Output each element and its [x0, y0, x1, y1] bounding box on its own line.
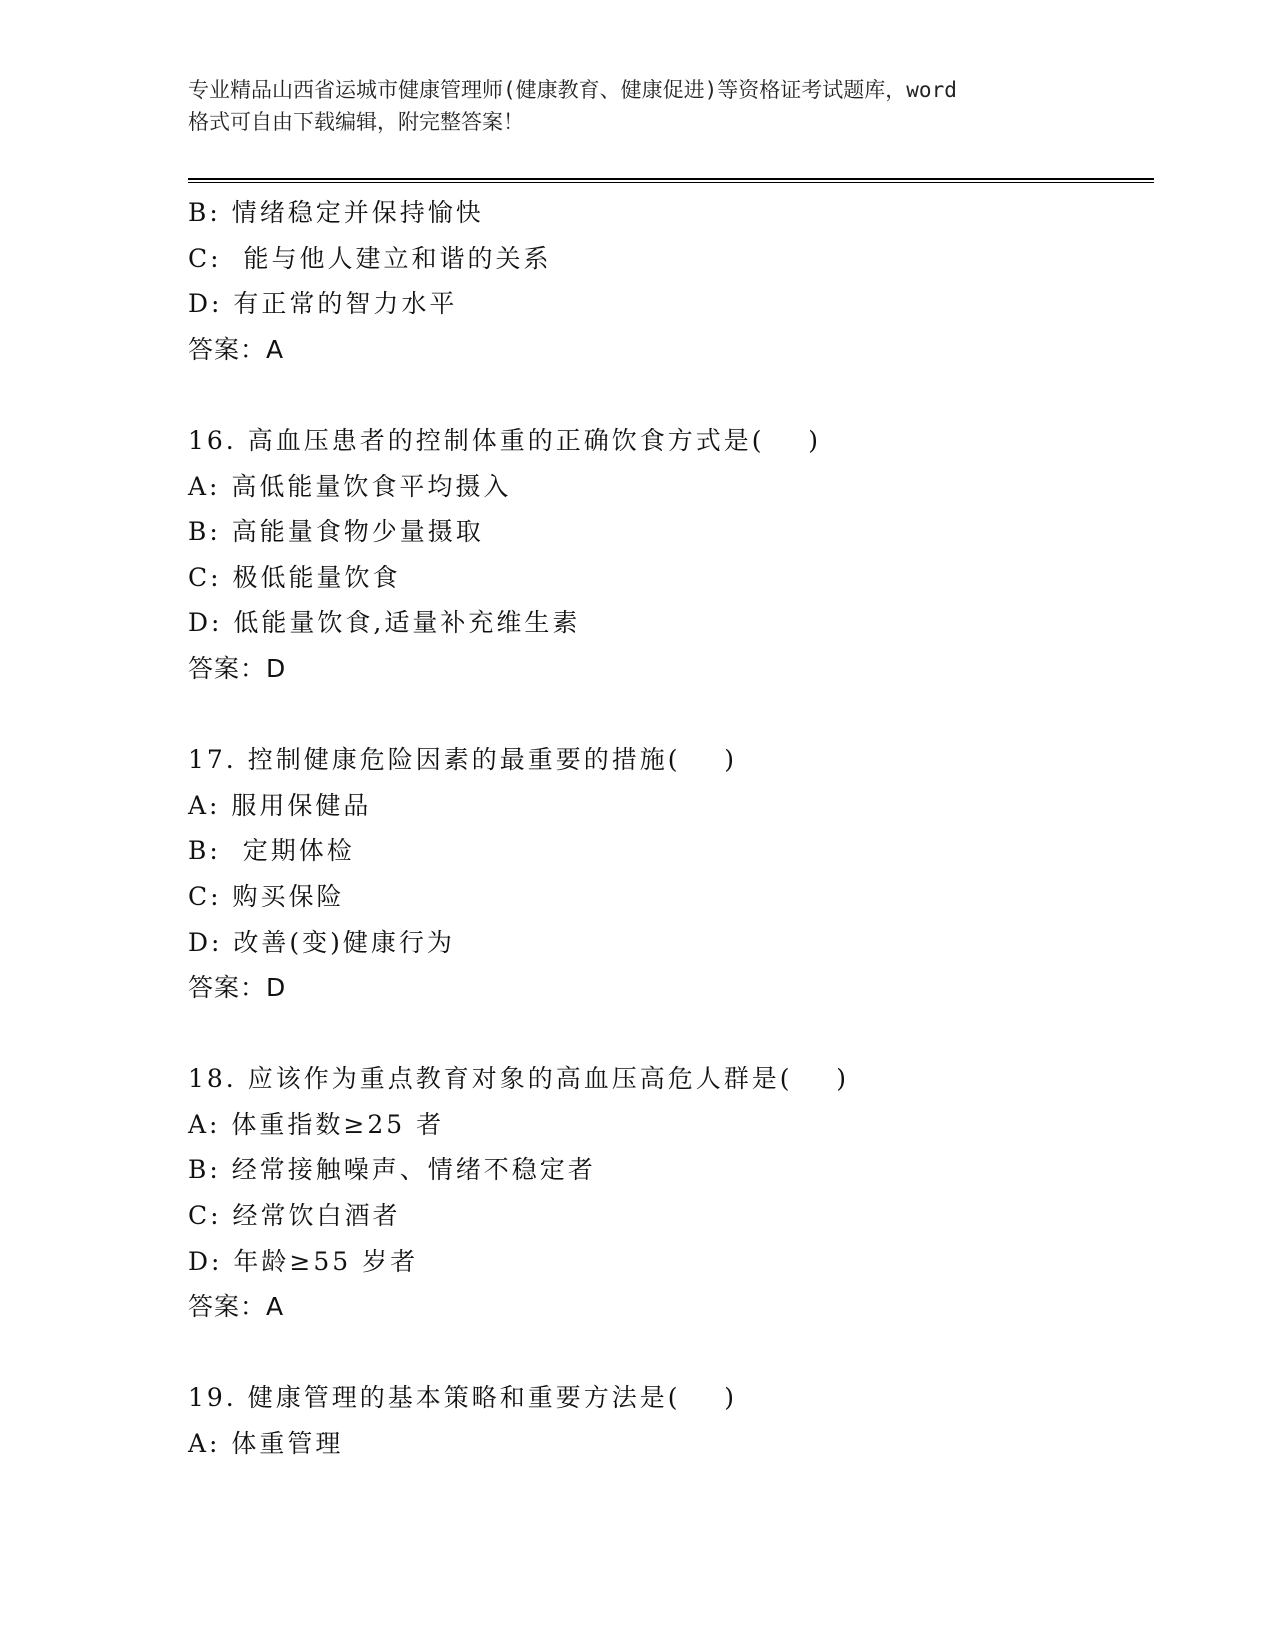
question-spacer — [188, 1330, 1148, 1376]
question-spacer — [188, 372, 1148, 418]
option-b: B: 定期体检 — [188, 836, 355, 866]
question-stem: 18. 应该作为重点教育对象的高血压高危人群是( ) — [188, 1064, 850, 1094]
question-18-block — [188, 1056, 1148, 1330]
answer-line: 答案：D — [188, 653, 287, 683]
document-header — [188, 74, 1088, 138]
option-c: C: 极低能量饮食 — [188, 562, 401, 592]
question-15-block — [188, 190, 1148, 372]
question-17-block — [188, 737, 1148, 1011]
option-d: D: 年龄≥55 岁者 — [188, 1246, 419, 1276]
question-16-block — [188, 418, 1148, 692]
option-b: B: 经常接触噪声、情绪不稳定者 — [188, 1155, 596, 1185]
question-19-block — [188, 1375, 1148, 1466]
header-divider-thick — [188, 178, 1154, 180]
question-spacer — [188, 692, 1148, 738]
option-a: A: 体重管理 — [188, 1429, 344, 1459]
header-divider-thin — [188, 182, 1154, 183]
question-stem: 19. 健康管理的基本策略和重要方法是( ) — [188, 1383, 738, 1413]
question-stem: 16. 高血压患者的控制体重的正确饮食方式是( ) — [188, 425, 822, 455]
answer-line: 答案：A — [188, 1292, 285, 1322]
option-d: D: 低能量饮食,适量补充维生素 — [188, 608, 581, 638]
option-c: C: 能与他人建立和谐的关系 — [188, 243, 552, 273]
answer-line: 答案：D — [188, 973, 287, 1003]
option-a: A: 体重指数≥25 者 — [188, 1109, 445, 1139]
answer-line: 答案：A — [188, 334, 285, 364]
option-d: D: 有正常的智力水平 — [188, 289, 458, 319]
option-a: A: 服用保健品 — [188, 790, 372, 820]
option-c: C: 购买保险 — [188, 881, 345, 911]
option-d: D: 改善(变)健康行为 — [188, 927, 455, 957]
option-b: B: 高能量食物少量摄取 — [188, 517, 484, 547]
question-list — [188, 190, 1148, 1467]
question-stem: 17. 控制健康危险因素的最重要的措施( ) — [188, 745, 738, 775]
question-spacer — [188, 1011, 1148, 1057]
option-c: C: 经常饮白酒者 — [188, 1201, 401, 1231]
header-line-2: 格式可自由下载编辑，附完整答案！ — [188, 110, 524, 134]
header-line-1: 专业精品山西省运城市健康管理师(健康教育、健康促进)等资格证考试题库，word — [188, 78, 957, 102]
option-b: B: 情绪稳定并保持愉快 — [188, 198, 484, 227]
option-a: A: 高低能量饮食平均摄入 — [188, 471, 512, 501]
